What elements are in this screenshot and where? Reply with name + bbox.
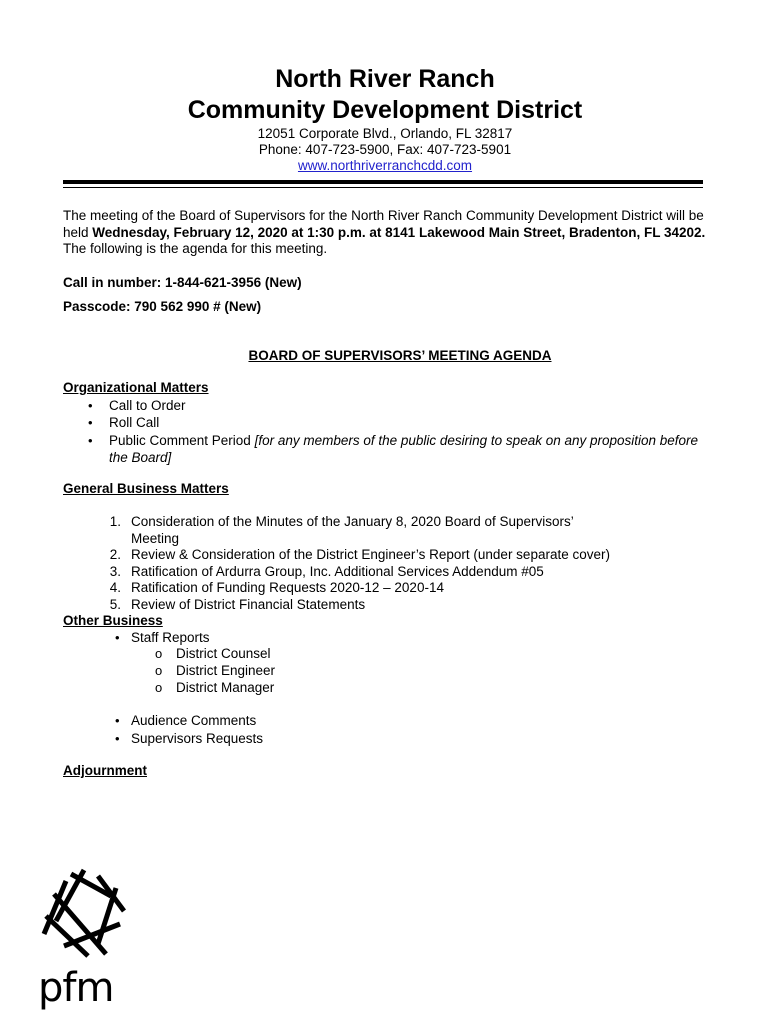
list-item: Call to Order	[109, 398, 186, 413]
district-subtitle: Community Development District	[187, 96, 583, 124]
list-item: Ratification of Funding Requests 2020-12 – 2020-14	[131, 580, 444, 595]
bullet-icon: •	[88, 433, 93, 448]
public-comment-label: Public Comment Period	[109, 433, 255, 448]
list-item: Ratification of Ardurra Group, Inc. Additional Services Addendum #05	[131, 564, 544, 579]
website-link[interactable]: www.northriverranchcdd.com	[297, 158, 473, 173]
section-adjournment: Adjournment	[63, 763, 147, 778]
bullet-icon: •	[88, 398, 93, 413]
bullet-icon: •	[115, 713, 120, 728]
bullet-icon: •	[115, 630, 120, 645]
list-item: Roll Call	[109, 415, 160, 430]
list-item: Review of District Financial Statements	[131, 597, 366, 612]
item-number: 2.	[109, 547, 121, 562]
bullet-icon: •	[115, 731, 120, 746]
item-number: 3.	[109, 564, 121, 579]
address: 12051 Corporate Blvd., Orlando, FL 32817	[257, 126, 513, 141]
circle-bullet-icon: o	[155, 680, 163, 695]
district-name: North River Ranch	[275, 65, 495, 93]
list-item: Consideration of the Minutes of the January 8, 2020 Board of Supervisors’	[131, 514, 574, 529]
item-number: 1.	[109, 514, 121, 529]
meeting-intro	[63, 208, 713, 258]
list-item: Audience Comments	[131, 713, 257, 728]
passcode: Passcode: 790 562 990 # (New)	[63, 299, 262, 314]
list-item-public-comment	[109, 432, 724, 449]
intro-text-end: The following is the agenda for this meeting.	[63, 241, 328, 256]
sub-item: District Counsel	[176, 646, 271, 661]
list-item-continued: Meeting	[131, 531, 180, 546]
intro-text: The meeting of the Board of Supervisors for the North River Ranch Community Development District will be held	[63, 208, 704, 240]
public-comment-note-continued: the Board]	[109, 450, 172, 465]
item-number: 4.	[109, 580, 121, 595]
public-comment-note: [for any members of the public desiring to speak on any proposition before	[254, 433, 699, 448]
circle-bullet-icon: o	[155, 663, 163, 678]
sub-item: District Manager	[176, 680, 275, 695]
sub-item: District Engineer	[176, 663, 276, 678]
agenda-title: BOARD OF SUPERVISORS’ MEETING AGENDA	[248, 348, 552, 363]
pfm-logo-text: pfm	[38, 965, 114, 1011]
list-item-staff-reports: Staff Reports	[131, 630, 210, 645]
section-general-business: General Business Matters	[63, 481, 229, 496]
section-organizational-matters: Organizational Matters	[63, 380, 209, 395]
list-item: Review & Consideration of the District Engineer’s Report (under separate cover)	[131, 547, 610, 562]
bullet-icon: •	[88, 415, 93, 430]
section-other-business: Other Business	[63, 613, 163, 628]
call-in-number: Call in number: 1-844-621-3956 (New)	[63, 275, 302, 290]
header-rule-thin	[63, 187, 703, 188]
circle-bullet-icon: o	[155, 646, 163, 661]
phone-fax: Phone: 407-723-5900, Fax: 407-723-5901	[258, 142, 512, 157]
pfm-logo	[36, 866, 136, 1016]
item-number: 5.	[109, 597, 121, 612]
pfm-logo-icon	[36, 866, 126, 961]
header-rule-thick	[63, 180, 703, 184]
list-item: Supervisors Requests	[131, 731, 264, 746]
meeting-date-location: Wednesday, February 12, 2020 at 1:30 p.m. at 8141 Lakewood Main Street, Bradenton, FL 34202.	[92, 224, 706, 240]
